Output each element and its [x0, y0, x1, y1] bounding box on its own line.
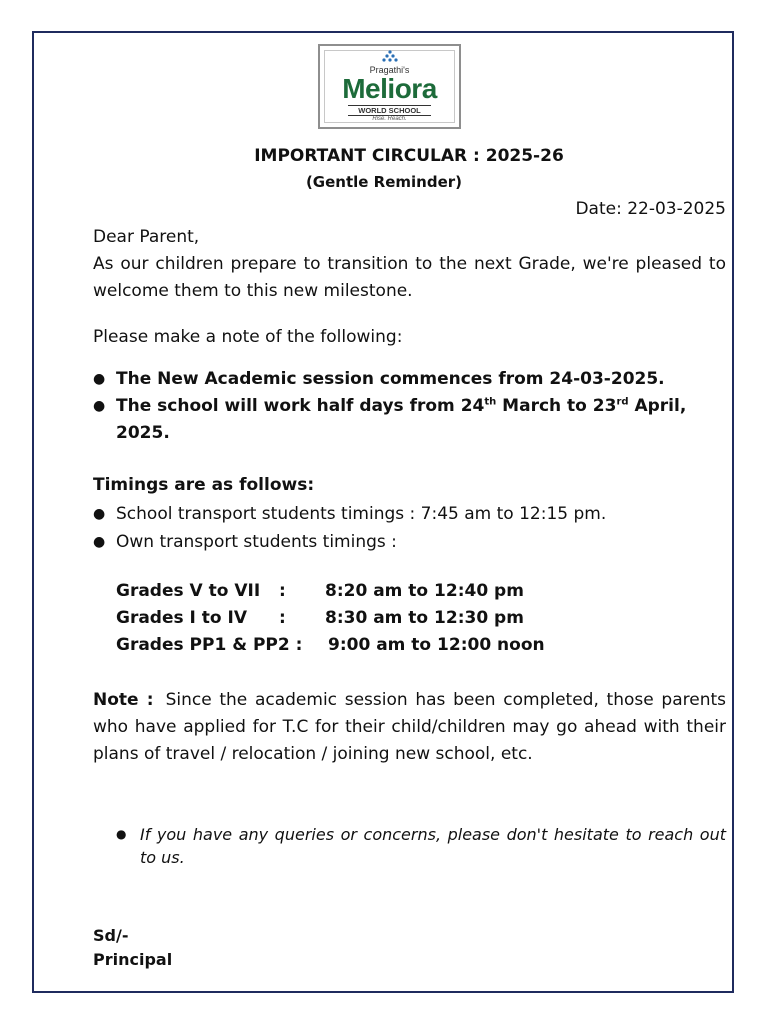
bullet-icon: ● — [93, 398, 106, 414]
session-text: The New Academic session commences from 24-03-2025. — [116, 369, 665, 389]
half-days-text — [116, 393, 726, 447]
logo-main-text: Meliora — [342, 73, 437, 104]
grade-separator: : — [279, 608, 286, 628]
school-logo — [318, 44, 461, 129]
note-paragraph — [93, 687, 726, 768]
note-lead: Please make a note of the following: — [93, 327, 403, 347]
signatory: Principal — [93, 950, 173, 969]
half-days-part3: April, 2025. — [116, 396, 687, 443]
half-days-sup1: th — [484, 396, 497, 408]
grade-time: 8:20 am to 12:40 pm — [325, 581, 524, 601]
grade-label: Grades I to IV — [116, 608, 247, 628]
circular-date: Date: 22-03-2025 — [575, 199, 726, 219]
timings-heading: Timings are as follows: — [93, 475, 315, 495]
circular-title — [0, 146, 768, 166]
half-days-sup2: rd — [616, 396, 629, 408]
school-transport-text: School transport students timings : 7:45 am to 12:15 pm. — [116, 504, 607, 524]
circular-subtitle: (Gentle Reminder) — [305, 173, 463, 191]
note-label: Note : — [93, 690, 154, 710]
signoff: Sd/- — [93, 926, 129, 945]
logo-sub-text: WORLD SCHOOL — [348, 105, 431, 116]
bullet-icon: ● — [93, 534, 106, 550]
grade-label: Grades V to VII — [116, 581, 261, 601]
grade-time: 8:30 am to 12:30 pm — [325, 608, 524, 628]
half-days-part2: March to 23 — [496, 396, 617, 416]
note-text: Since the academic session has been completed, those parents who have applied for T.C for their child/children may go ahead with their plans of travel / relocation / joining new school, etc. — [93, 690, 726, 764]
circular-title-text: IMPORTANT CIRCULAR : 2025-26 — [254, 146, 564, 166]
salutation: Dear Parent, — [93, 227, 200, 247]
logo-top-text: Pragathi's — [369, 65, 410, 75]
bullet-icon: ● — [93, 371, 106, 387]
grade-separator: : — [279, 581, 286, 601]
half-days-part1: The school will work half days from 24 — [116, 396, 485, 416]
logo-dots-icon — [382, 50, 398, 64]
queries-text: If you have any queries or concerns, please don't hesitate to reach out to us. — [140, 825, 726, 867]
logo-tagline: Rise. Reach. — [372, 116, 407, 122]
grade-label: Grades PP1 & PP2 : — [116, 635, 303, 655]
grade-time: 9:00 am to 12:00 noon — [328, 635, 545, 655]
bullet-icon: ● — [93, 506, 106, 522]
bullet-icon: ● — [116, 827, 127, 841]
intro-paragraph: As our children prepare to transition to the next Grade, we're pleased to welcome them to this new milestone. — [93, 254, 726, 301]
own-transport-text: Own transport students timings : — [116, 532, 397, 552]
